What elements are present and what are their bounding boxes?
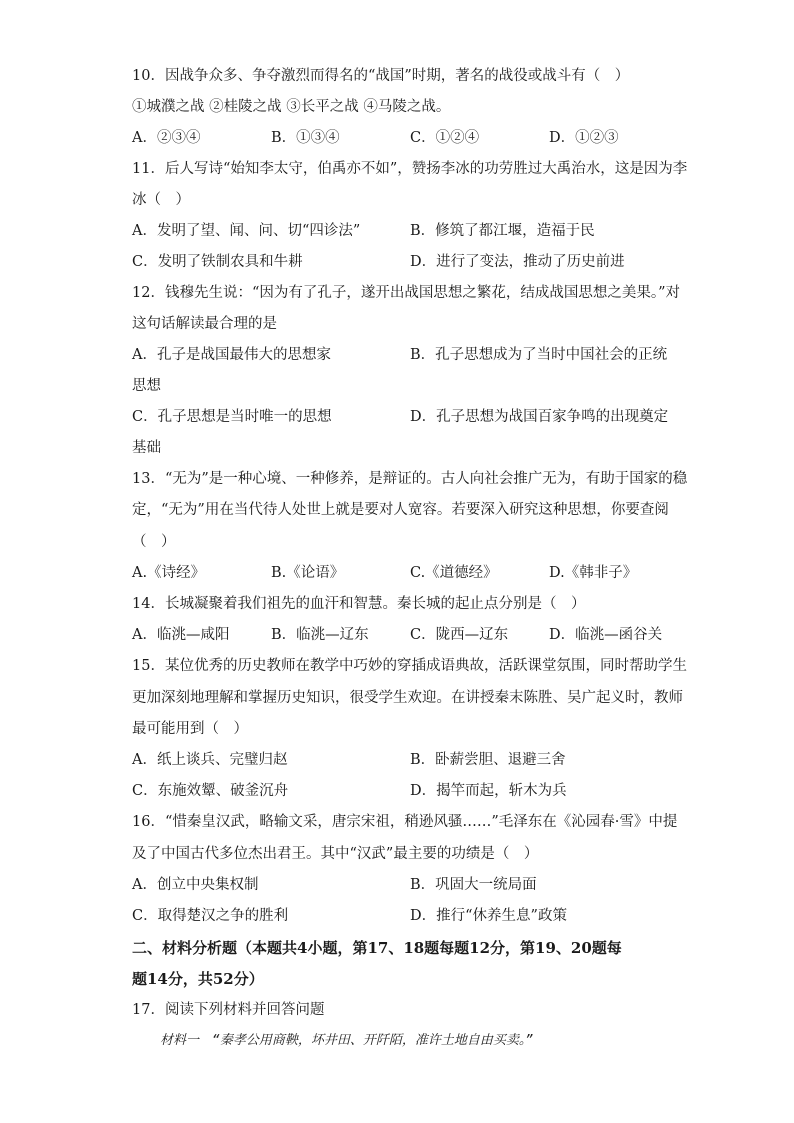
q15-stem-line3: 最可能用到（ ） [132, 721, 248, 737]
q10-items: ①城濮之战 ②桂陵之战 ③长平之战 ④马陵之战。 [132, 99, 451, 115]
q16-option-b: B．巩固大一统局面 [410, 877, 537, 893]
q12-option-d-line1: D．孔子思想为战国百家争鸣的出现奠定 [410, 409, 669, 425]
q11-option-c: C．发明了铁制农具和牛耕 [132, 254, 303, 270]
q16-option-a: A．创立中央集权制 [132, 877, 259, 893]
q15-option-b: B．卧薪尝胆、退避三舍 [410, 752, 566, 768]
q13-stem-line1: 13．“无为”是一种心境、一种修养，是辩证的。古人向社会推广无为，有助于国家的稳 [132, 471, 688, 487]
q10-option-b: B．①③④ [271, 130, 340, 146]
q16-option-c: C．取得楚汉之争的胜利 [132, 908, 289, 924]
q15-stem-line2: 更加深刻地理解和掌握历史知识，很受学生欢迎。在讲授秦末陈胜、吴广起义时，教师 [132, 690, 683, 706]
q10-option-a: A．②③④ [132, 130, 201, 146]
q11-option-b: B．修筑了都江堰，造福于民 [410, 223, 595, 239]
q14-stem: 14．长城凝聚着我们祖先的血汗和智慧。秦长城的起止点分别是（ ） [132, 596, 586, 612]
q11-option-d: D．进行了变法，推动了历史前进 [410, 254, 625, 270]
q10-option-c: C．①②④ [410, 130, 480, 146]
q13-option-c: C.《道德经》 [410, 565, 498, 581]
section2-title-line1: 二、材料分析题（本题共4小题，第17、18题每题12分，第19、20题每 [132, 939, 622, 957]
q13-option-a: A.《诗经》 [132, 565, 206, 581]
q16-stem-line2: 及了中国古代多位杰出君王。其中“汉武”最主要的功绩是（ ） [132, 846, 539, 862]
q12-option-b-line1: B．孔子思想成为了当时中国社会的正统 [410, 347, 668, 363]
q12-stem-line2: 这句话解读最合理的是 [132, 316, 277, 332]
q12-option-a: A．孔子是战国最伟大的思想家 [132, 347, 331, 363]
q13-stem-line3: （ ） [132, 534, 176, 550]
q10-option-d: D．①②③ [549, 130, 619, 146]
q12-option-d-line2: 基础 [132, 440, 161, 456]
q11-stem-line2: 冰（ ） [132, 192, 190, 208]
q15-option-c: C．东施效颦、破釜沉舟 [132, 783, 289, 799]
q15-option-d: D．揭竿而起，斩木为兵 [410, 783, 567, 799]
q16-stem-line1: 16．“惜秦皇汉武，略输文采，唐宗宋祖，稍逊风骚……”毛泽东在《沁园春·雪》中提 [132, 814, 678, 830]
q10-stem: 10．因战争众多、争夺激烈而得名的“战国”时期，著名的战役或战斗有（ ） [132, 68, 630, 84]
q11-stem-line1: 11．后人写诗“始知李太守，伯禹亦不如”，赞扬李冰的功劳胜过大禹治水，这是因为李 [132, 161, 688, 177]
q12-option-c: C．孔子思想是当时唯一的思想 [132, 409, 332, 425]
q14-option-a: A．临洮—咸阳 [132, 627, 230, 643]
q17-stem: 17．阅读下列材料并回答问题 [132, 1002, 325, 1018]
q13-option-b: B.《论语》 [271, 565, 345, 581]
q13-stem-line2: 定，“无为”用在当代待人处世上就是要对人宽容。若要深入研究这种思想，你要查阅 [132, 502, 669, 518]
q12-stem-line1: 12．钱穆先生说：“因为有了孔子，遂开出战国思想之繁花，结成战国思想之美果。”对 [132, 285, 681, 301]
q12-option-b-line2: 思想 [132, 378, 161, 394]
q14-option-b: B．临洮—辽东 [271, 627, 369, 643]
q11-option-a: A．发明了望、闻、问、切“四诊法” [132, 223, 361, 239]
q13-option-d: D.《韩非子》 [549, 565, 638, 581]
section2-title-line2: 题14分，共52分） [132, 970, 264, 988]
q14-option-c: C．陇西—辽东 [410, 627, 509, 643]
q14-option-d: D．临洮—函谷关 [549, 627, 663, 643]
q17-material1: 材料一 “秦孝公用商鞅，坏井田、开阡陌，准许土地自由买卖。” [160, 1033, 534, 1048]
q15-stem-line1: 15．某位优秀的历史教师在教学中巧妙的穿插成语典故，活跃课堂氛围，同时帮助学生 [132, 658, 687, 674]
q15-option-a: A．纸上谈兵、完璧归赵 [132, 752, 288, 768]
q16-option-d: D．推行“休养生息”政策 [410, 908, 567, 924]
